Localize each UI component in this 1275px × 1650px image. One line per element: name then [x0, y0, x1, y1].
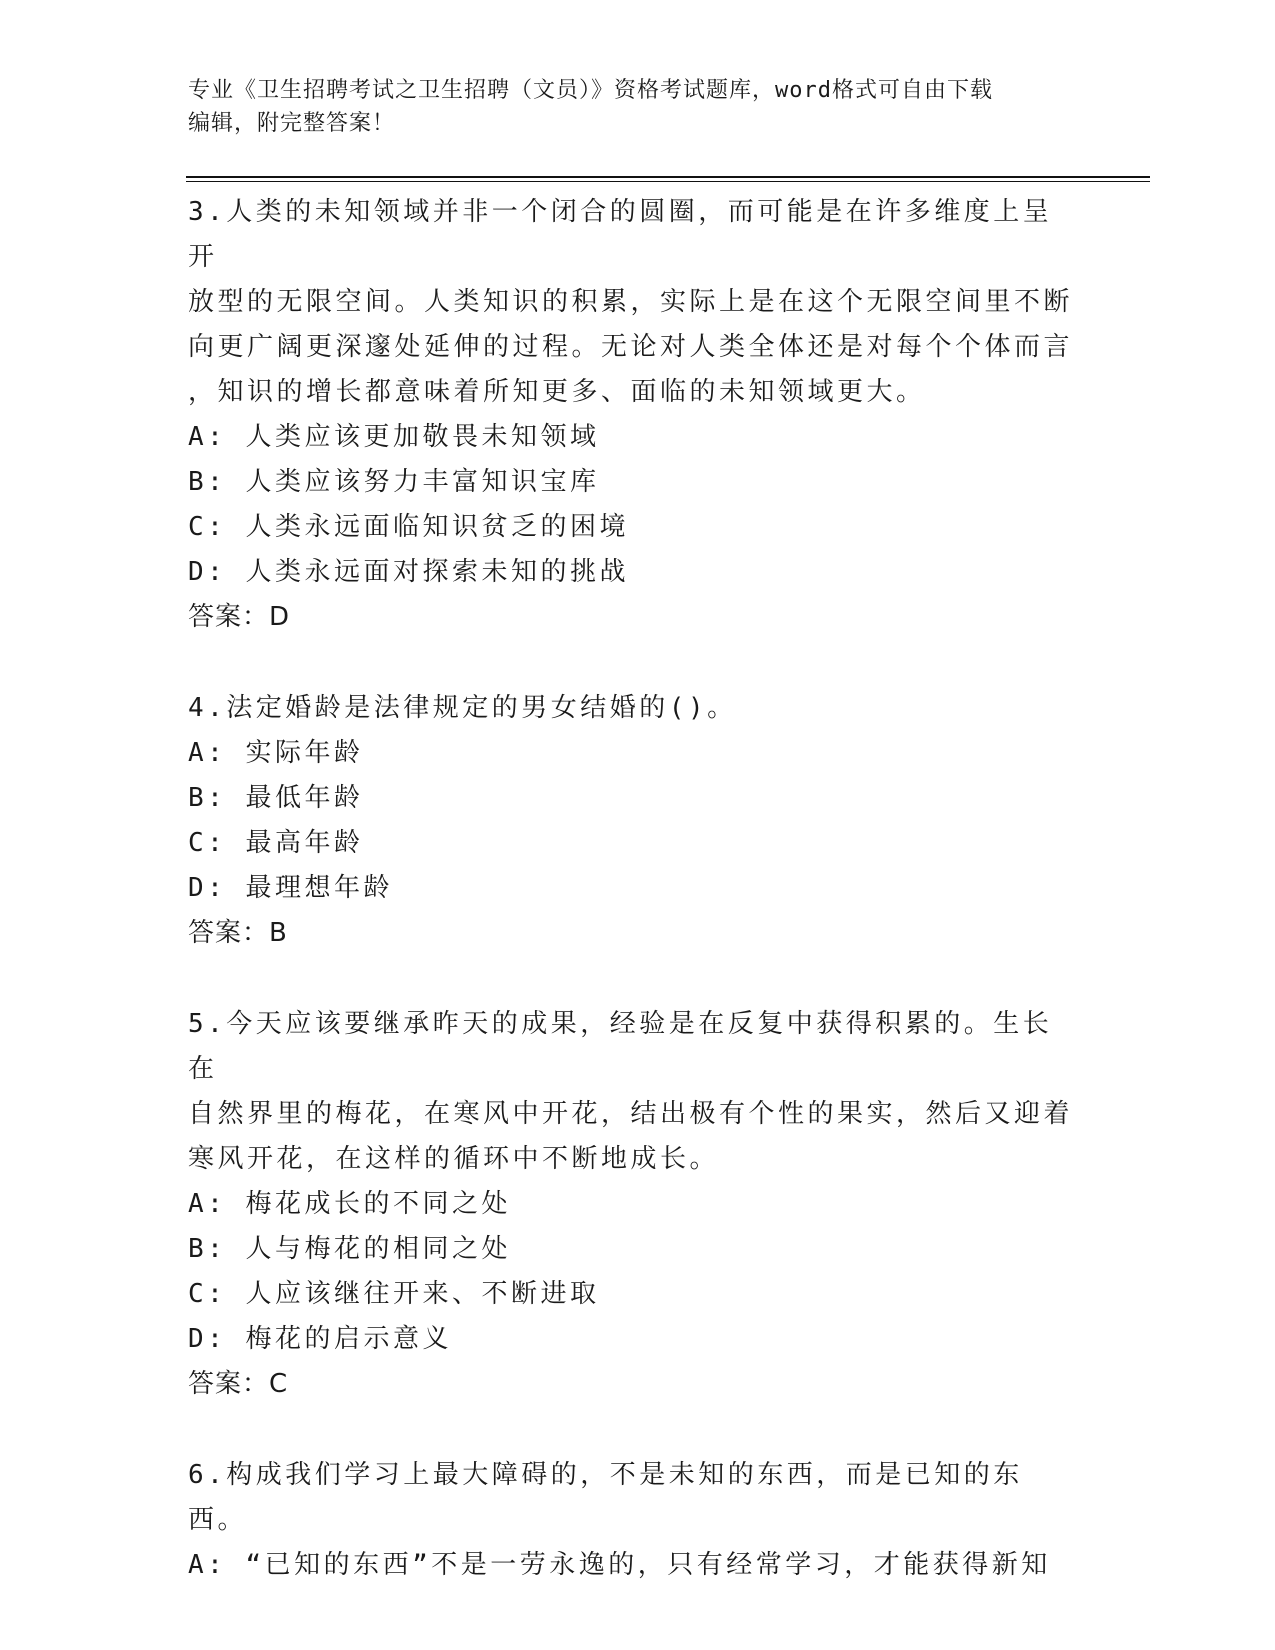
option-b: B: 人与梅花的相同之处 — [188, 1234, 511, 1264]
option-d: D: 人类永远面对探索未知的挑战 — [188, 557, 629, 587]
document-header: 专业《卫生招聘考试之卫生招聘（文员）》资格考试题库，word格式可自由下载 编辑，附完整答案！ — [188, 78, 993, 136]
option-d: D: 最理想年龄 — [188, 873, 393, 903]
question-3 — [188, 190, 1078, 640]
answer: 答案：C — [188, 1369, 289, 1399]
option-b: B: 最低年龄 — [188, 783, 364, 813]
answer: 答案：B — [188, 918, 288, 948]
option-a: A: 实际年龄 — [188, 738, 364, 768]
option-d: D: 梅花的启示意义 — [188, 1324, 452, 1354]
question-stem: 3.人类的未知领域并非一个闭合的圆圈，而可能是在许多维度上呈开 放型的无限空间。人类知识的积累，实际上是在这个无限空间里不断 向更广阔更深邃处延伸的过程。无论对人类全体还是对每个个体而言 ，知识的增长都意味着所知更多、面临的未知领域更大。 — [188, 197, 1074, 407]
option-c: C: 人类永远面临知识贫乏的困境 — [188, 512, 629, 542]
option-a: A: “已知的东西”不是一劳永逸的，只有经常学习，才能获得新知 — [188, 1550, 1051, 1580]
question-stem: 4.法定婚龄是法律规定的男女结婚的()。 — [188, 693, 737, 723]
header-divider-thick — [186, 176, 1150, 178]
question-stem: 6.构成我们学习上最大障碍的，不是未知的东西，而是已知的东西。 — [188, 1460, 1023, 1535]
option-b: B: 人类应该努力丰富知识宝库 — [188, 467, 600, 497]
option-c: C: 人应该继往开来、不断进取 — [188, 1279, 600, 1309]
question-stem: 5.今天应该要继承昨天的成果，经验是在反复中获得积累的。生长在 自然界里的梅花，在寒风中开花，结出极有个性的果实，然后又迎着 寒风开花，在这样的循环中不断地成长。 — [188, 1009, 1074, 1174]
question-4 — [188, 686, 1078, 956]
question-list — [188, 190, 1078, 1588]
question-5 — [188, 1002, 1078, 1407]
option-a: A: 人类应该更加敬畏未知领域 — [188, 422, 600, 452]
option-c: C: 最高年龄 — [188, 828, 364, 858]
question-6 — [188, 1453, 1078, 1588]
option-a: A: 梅花成长的不同之处 — [188, 1189, 511, 1219]
header-divider-thin — [186, 181, 1150, 182]
answer: 答案：D — [188, 602, 291, 632]
